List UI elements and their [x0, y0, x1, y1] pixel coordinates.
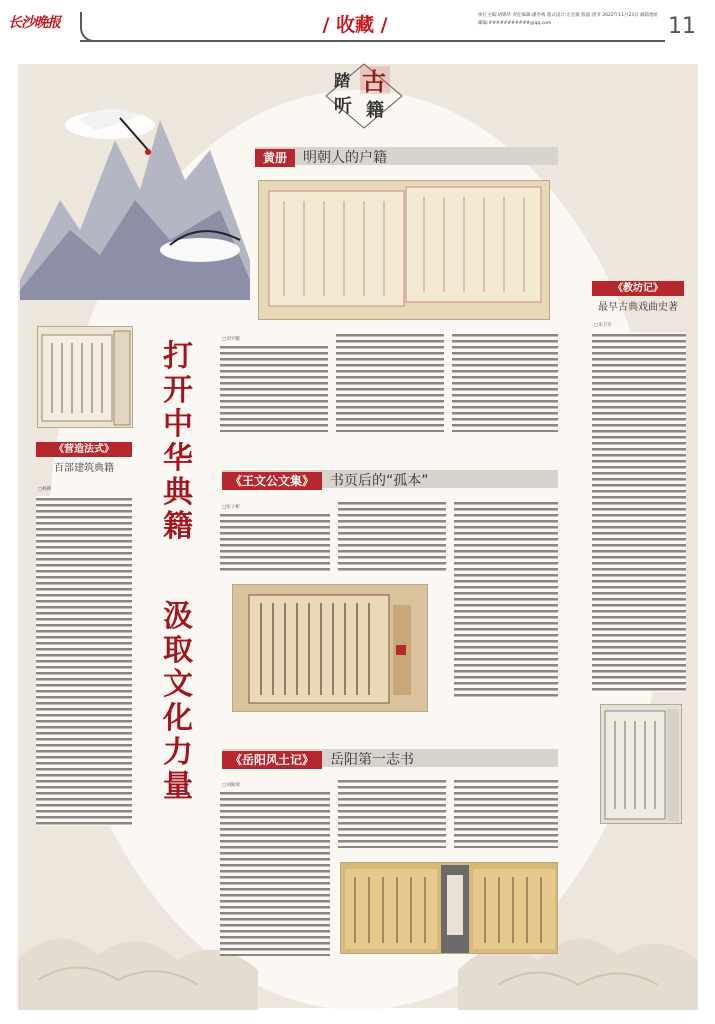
text-column — [592, 332, 686, 692]
text-column — [454, 500, 558, 700]
text-column — [338, 778, 446, 848]
section-title: / 收藏 / — [322, 14, 388, 36]
crane-mountain-illustration — [20, 80, 250, 300]
logo-char-ting: 听 — [334, 96, 352, 117]
text-column — [454, 778, 558, 848]
tag-yueyang: 《岳阳风土记》 — [222, 751, 322, 769]
byline-yueyang: □刘佩瑞 — [222, 783, 240, 788]
tag-wangwengong: 《王文公文集》 — [222, 472, 322, 490]
text-column — [338, 500, 446, 572]
subhead-jiaofang: 最早古典戏曲史著 — [598, 302, 678, 313]
main-title-line1: 打开中华典籍 — [163, 339, 193, 544]
text-column — [336, 332, 444, 432]
tag-huangce: 黄册 — [255, 149, 295, 167]
logo-char-ji: 籍 — [366, 100, 384, 121]
logo-char-ta: 踏 — [334, 71, 351, 90]
editor-info: 执行主编:胡锦华 责任编辑:潘冬梅 版式设计:左宏敏 版面:唐爷 2022年11月23日 邮箱地址 邮编:###########@qq.com — [478, 13, 659, 26]
headline-wangwengong: 书页后的“孤本” — [330, 473, 429, 489]
byline-yingzao: □杨柳 — [38, 487, 52, 492]
headline-yueyang: 岳阳第一志书 — [330, 752, 415, 768]
header-curve — [80, 12, 96, 42]
text-column — [436, 584, 450, 704]
headline-bar-yueyang — [222, 749, 558, 767]
photo-huangce-book — [258, 180, 550, 320]
byline-jiaofang: □朱卫军 — [594, 323, 612, 328]
photo-wangwengong-page — [232, 584, 428, 712]
book-spread-icon — [341, 863, 559, 955]
headline-huangce: 明朝人的户籍 — [303, 150, 388, 166]
book-page-icon — [601, 705, 683, 825]
open-book-icon — [38, 327, 134, 429]
manuscript-page-icon — [233, 585, 429, 713]
byline-huangce: □刘平鹏 — [222, 337, 240, 342]
text-column — [452, 332, 558, 432]
header-rule — [80, 40, 665, 42]
tag-yingzao: 《营造法式》 — [36, 442, 132, 457]
text-column — [220, 790, 330, 956]
masthead-logo: 长沙晚报 — [8, 15, 60, 31]
text-column — [36, 496, 132, 826]
headline-bar-wangwengong — [222, 470, 558, 488]
headline-bar-huangce — [255, 147, 558, 165]
open-book-icon — [259, 181, 551, 321]
column-logo — [316, 60, 412, 132]
text-column — [220, 512, 330, 572]
photo-yueyang-book — [340, 862, 558, 954]
main-title-line2: 汲取文化力量 — [163, 599, 193, 804]
text-column — [220, 344, 328, 432]
page-number: 11 — [668, 14, 696, 39]
photo-jiaofang-book — [600, 704, 682, 824]
photo-yingzao-book — [37, 326, 133, 428]
logo-char-gu: 古 — [362, 67, 386, 96]
tag-jiaofang: 《教坊记》 — [592, 281, 684, 296]
subhead-yingzao: 百部建筑典籍 — [54, 463, 114, 474]
byline-wangwengong: □张子彬 — [222, 505, 240, 510]
